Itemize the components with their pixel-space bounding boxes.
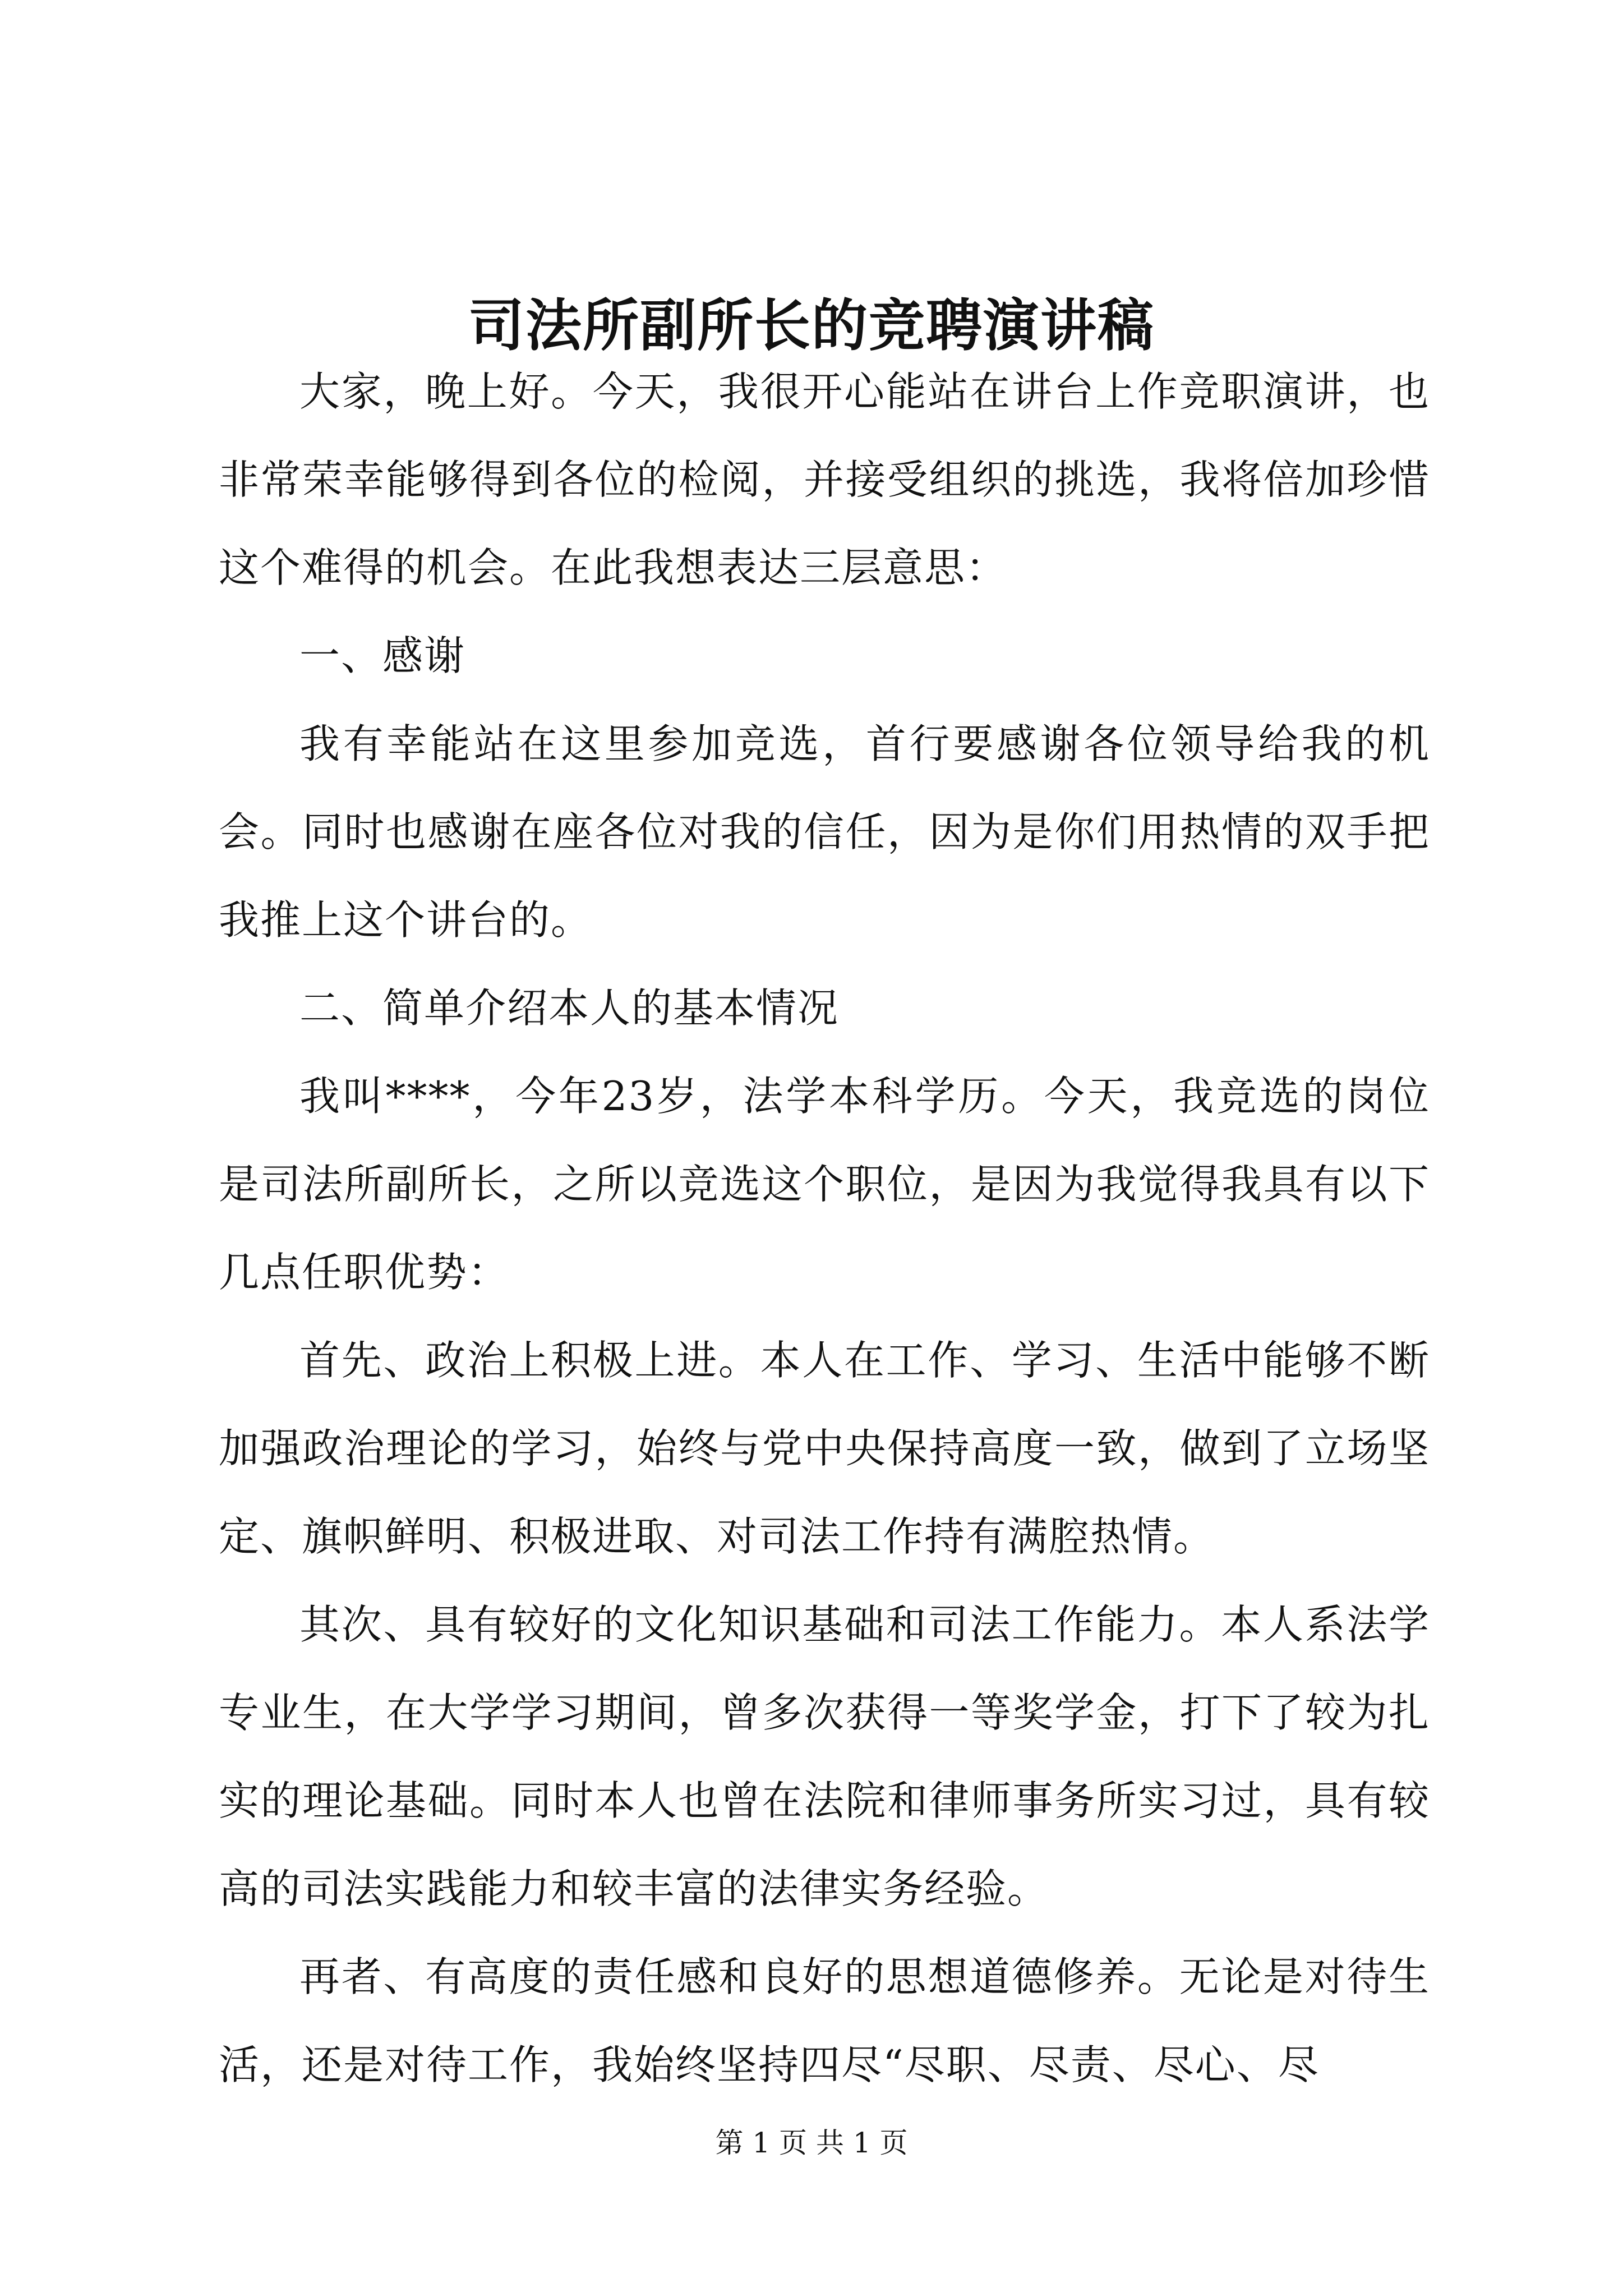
heading-introduction: 二、简单介绍本人的基本情况 <box>299 984 840 1032</box>
paragraph-greeting: 大家，晚上好。今天，我很开心能站在讲台上作竞职演讲，也非常荣幸能够得到各位的检阅，并接受组织的挑选，我将倍加珍惜这个难得的机会。在此我想表达三层意思： <box>219 368 1430 591</box>
document-title: 司法所副所长的竞聘演讲稿 <box>468 292 1155 358</box>
page-footer: 第 1 页 共 1 页 <box>715 2127 908 2159</box>
heading-thanks: 一、感谢 <box>299 632 466 679</box>
paragraph-introduction: 我叫****，今年23岁，法学本科学历。今天，我竞选的岗位是司法所副所长，之所以竞选这个职位，是因为我觉得我具有以下几点任职优势： <box>219 1073 1430 1296</box>
paragraph-second-advantage: 其次、具有较好的文化知识基础和司法工作能力。本人系法学专业生，在大学学习期间，曾多次获得一等奖学金，打下了较为扎实的理论基础。同时本人也曾在法院和律师事务所实习过，具有较高的司法实践能力和较丰富的法律实务经验。 <box>219 1601 1430 1912</box>
document-body <box>219 348 1430 2109</box>
paragraph-thanks: 我有幸能站在这里参加竞选，首行要感谢各位领导给我的机会。同时也感谢在座各位对我的信任，因为是你们用热情的双手把我推上这个讲台的。 <box>219 720 1430 944</box>
paragraph-first-advantage: 首先、政治上积极上进。本人在工作、学习、生活中能够不断加强政治理论的学习，始终与党中央保持高度一致，做到了立场坚定、旗帜鲜明、积极进取、对司法工作持有满腔热情。 <box>219 1337 1430 1560</box>
paragraph-third-advantage: 再者、有高度的责任感和良好的思想道德修养。无论是对待生活，还是对待工作，我始终坚持四尽“尽职、尽责、尽心、尽 <box>219 1953 1430 2088</box>
